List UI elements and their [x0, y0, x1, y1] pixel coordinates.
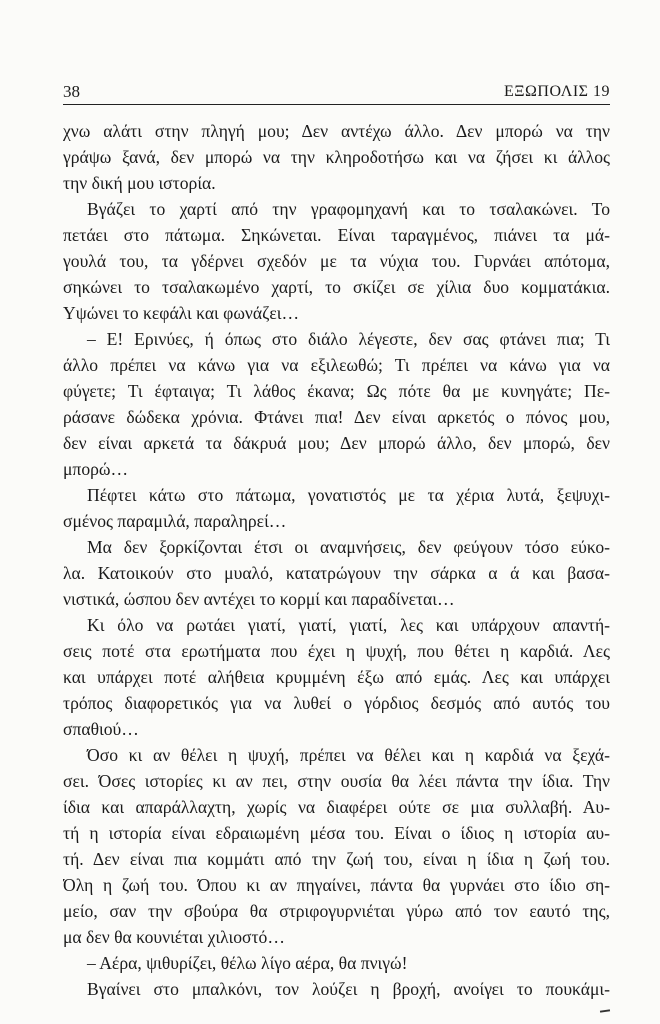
text-line: – Αέρα, ψιθυρίζει, θέλω λίγο αέρα, θα πνιγώ!	[87, 953, 408, 973]
text-line: μπορώ…	[63, 459, 129, 479]
text-line: νιστικά, ώσπου δεν αντέχει το κορμί και παραδίνεται…	[63, 589, 455, 609]
text-line: σει. Όσες ιστορίες κι αν πει, στην ουσία θα λέει πάντα την ίδια. Την	[63, 771, 610, 791]
text-line: τρόπος διαφορετικός για να λυθεί ο γόρδιος δεσμός από αυτός του	[63, 693, 610, 713]
text-line: σμένος παραμιλά, παραληρεί…	[63, 511, 287, 531]
text-line: και υπάρχει ποτέ αλήθεια κρυμμένη έξω από εμάς. Λες και υπάρχει	[63, 667, 610, 687]
text-line: σπαθιού…	[63, 719, 139, 739]
text-line: άλλο πρέπει να κάνω για να εξιλεωθώ; Τι πρέπει να κάνω για να	[63, 355, 610, 375]
text-line: Όλη η ζωή του. Όπου κι αν πηγαίνει, πάντα θα γυρνάει στο ίδιο ση-	[63, 875, 610, 895]
text-line: Βγάζει το χαρτί από την γραφομηχανή και το τσαλακώνει. Το	[87, 199, 610, 219]
text-line: χνω αλάτι στην πληγή μου; Δεν αντέχω άλλο. Δεν μπορώ να την	[63, 121, 610, 141]
text-line: Μα δεν ξορκίζονται έτσι οι αναμνήσεις, δεν φεύγουν τόσο εύκο-	[87, 537, 610, 557]
text-line: πετάει στο πάτωμα. Σηκώνεται. Είναι ταραγμένος, πιάνει τα μά-	[63, 225, 610, 245]
text-line: Πέφτει κάτω στο πάτωμα, γονατιστός με τα χέρια λυτά, ξεψυχι-	[87, 485, 610, 505]
text-line: φύγετε; Τι έφταιγα; Τι λάθος έκανα; Ως πότε θα με κυνηγάτε; Πε-	[63, 381, 610, 401]
body-text	[63, 118, 610, 1002]
page-number: 38	[63, 82, 80, 101]
header-rule	[63, 104, 610, 105]
text-line: τή η ιστορία είναι εδραιωμένη μέσα του. Είναι ο ίδιος η ιστορία αυ-	[63, 823, 610, 843]
running-title: ΕΞΩΠΟΛΙΣ 19	[503, 83, 610, 100]
text-line: Κι όλο να ρωτάει γιατί, γιατί, γιατί, λες και υπάρχουν απαντή-	[87, 615, 610, 635]
page-edge-mark	[600, 1009, 610, 1012]
text-line: Υψώνει το κεφάλι και φωνάζει…	[63, 303, 300, 323]
text-line: δεν είναι αρκετά τα δάκρυά μου; Δεν μπορώ άλλο, δεν μπορώ, δεν	[63, 433, 610, 453]
text-line: – Ε! Ερινύες, ή όπως στο διάλο λέγεστε, δεν σας φτάνει πια; Τι	[87, 329, 610, 349]
text-line: λα. Κατοικούν στο μυαλό, κατατρώγουν την σάρκα α ά και βασα-	[63, 563, 610, 583]
text-line: σηκώνει το τσαλακωμένο χαρτί, το σκίζει σε χίλια δυο κομματάκια.	[63, 277, 610, 297]
text-line: γράψω ξανά, δεν μπορώ να την κληροδοτήσω και να ζήσει κι άλλος	[63, 147, 610, 167]
text-line: ίδια και απαράλλαχτη, χωρίς να διαφέρει ούτε σε μια συλλαβή. Αυ-	[63, 797, 610, 817]
text-line: μα δεν θα κουνιέται χιλιοστό…	[63, 927, 285, 947]
text-line: ράσανε δώδεκα χρόνια. Φτάνει πια! Δεν είναι αρκετός ο πόνος μου,	[63, 407, 610, 427]
text-line: σεις ποτέ στα ερωτήματα που έχει η ψυχή, που θέτει η καρδιά. Λες	[63, 641, 610, 661]
text-line: Όσο κι αν θέλει η ψυχή, πρέπει να θέλει και η καρδιά να ξεχά-	[87, 745, 610, 765]
text-line: Βγαίνει στο μπαλκόνι, τον λούζει η βροχή, ανοίγει το πουκάμι-	[87, 979, 610, 999]
text-line: γουλά του, τα γδέρνει σχεδόν με τα νύχια του. Γυρνάει απότομα,	[63, 251, 610, 271]
text-line: τή. Δεν είναι πια κομμάτι από την ζωή του, είναι η ίδια η ζωή του.	[63, 849, 610, 869]
text-line: την δική μου ιστορία.	[63, 173, 216, 193]
text-line: μείο, σαν την σβούρα θα στριφογυρνιέται γύρω από τον εαυτό της,	[63, 901, 610, 921]
page-header	[63, 82, 610, 104]
